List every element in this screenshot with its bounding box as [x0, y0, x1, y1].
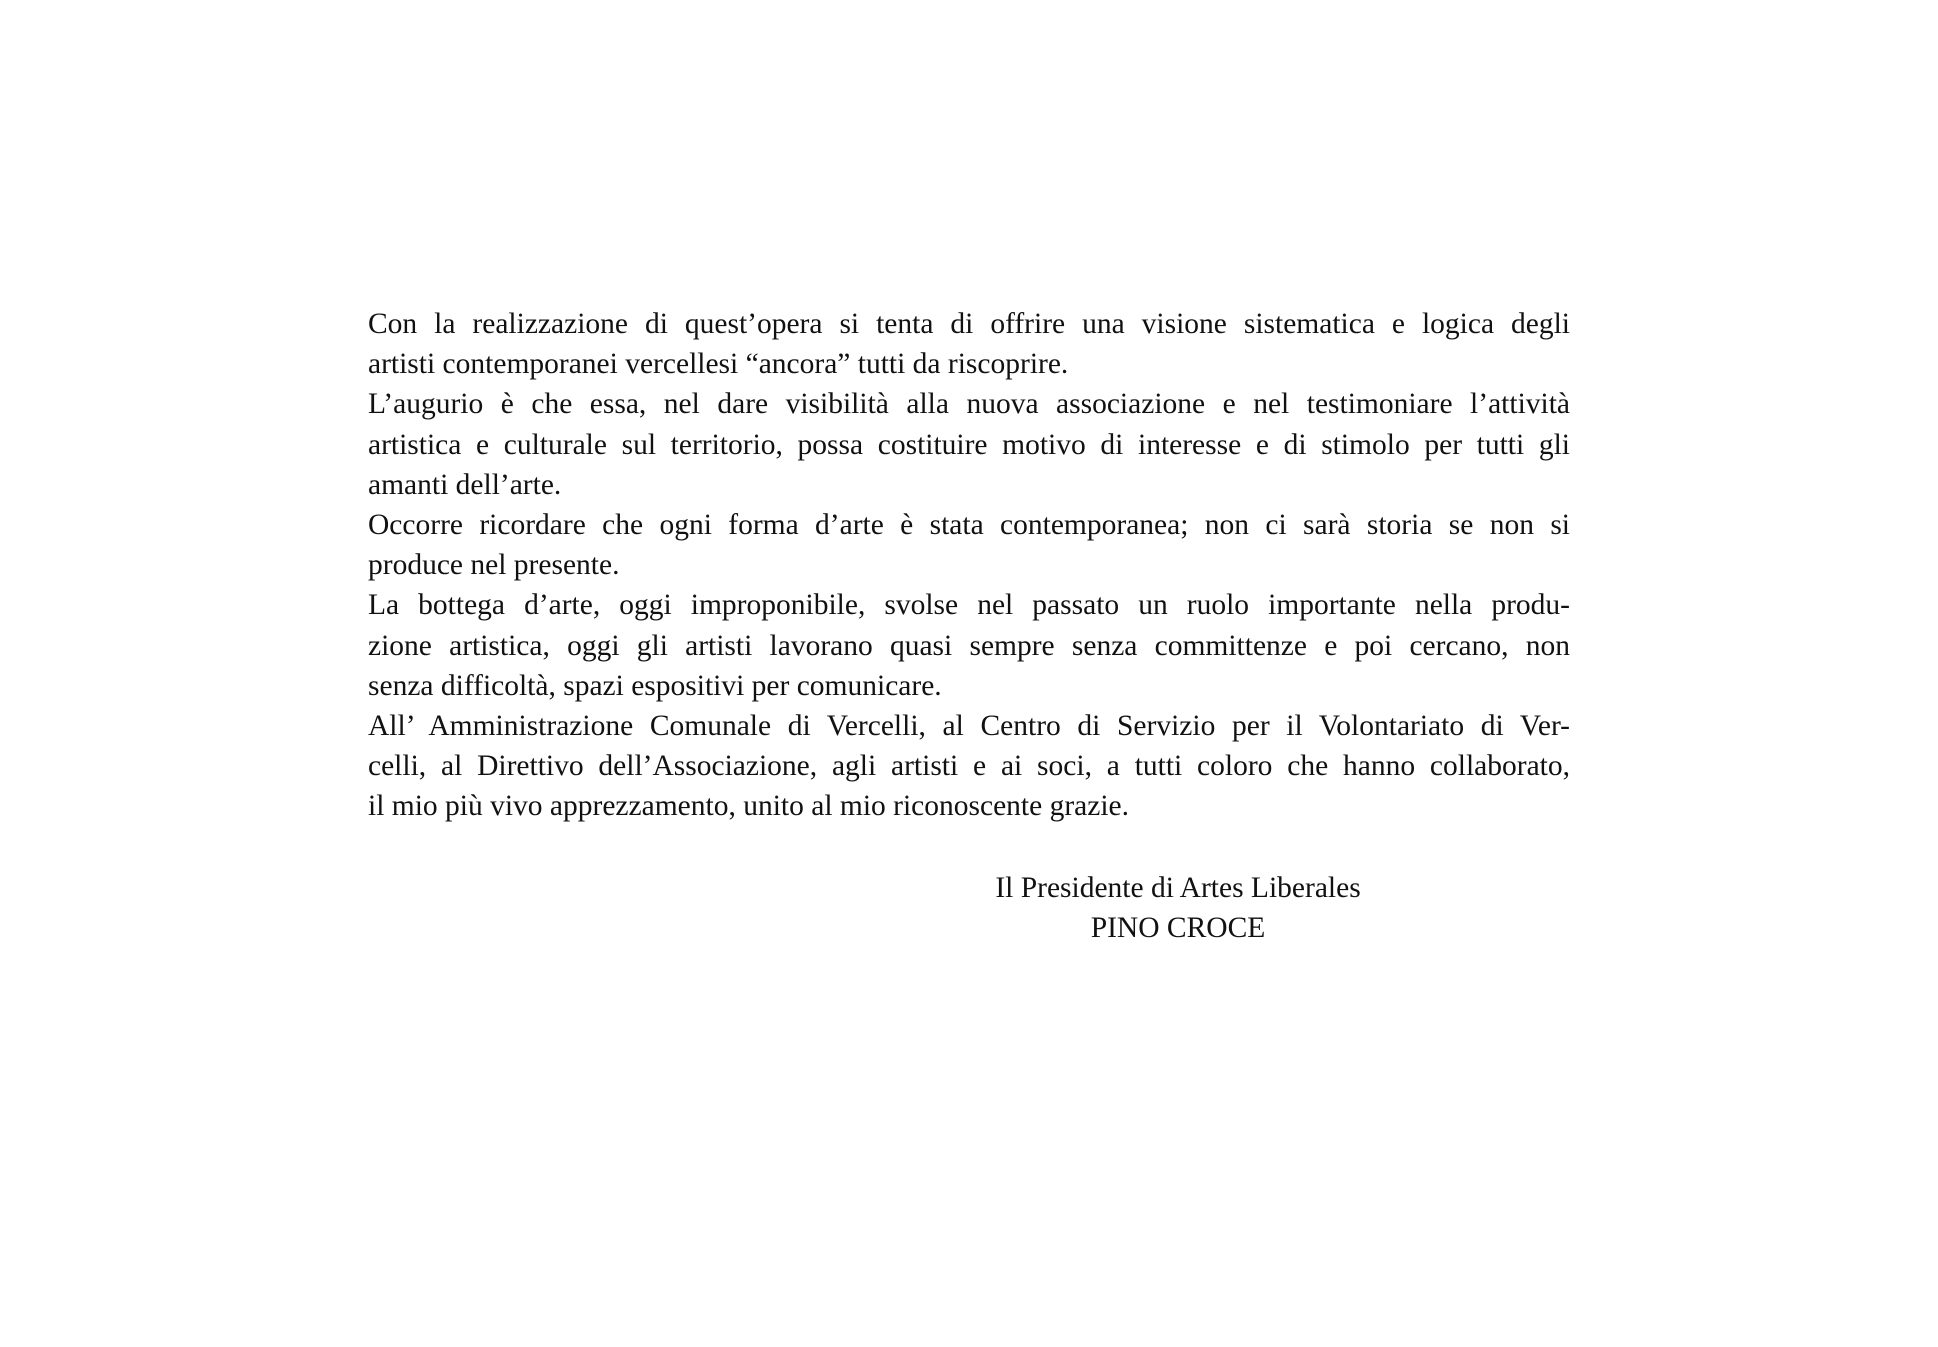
text-line: zione artistica, oggi gli artisti lavorano quasi sempre senza committenze e poi cercano, non: [368, 629, 1570, 662]
signature-title: Il Presidente di Artes Liberales: [995, 872, 1361, 904]
text-line: Con la realizzazione di quest’opera si tenta di offrire una visione sistematica e logica degli: [368, 308, 1570, 340]
text-line: produce nel presente.: [368, 549, 620, 582]
text-line: amanti dell’arte.: [368, 468, 562, 501]
text-line: celli, al Direttivo dell’Associazione, agli artisti e ai soci, a tutti coloro che hanno collaborato,: [368, 750, 1570, 783]
text-line: Occorre ricordare che ogni forma d’arte è stata contemporanea; non ci sarà storia se non si: [368, 509, 1570, 542]
text-line: artisti contemporanei vercellesi “ancora” tutti da riscoprire.: [368, 348, 1069, 381]
body-text: [368, 304, 1570, 827]
text-line: il mio più vivo apprezzamento, unito al mio riconoscente grazie.: [368, 790, 1130, 823]
text-line: L’augurio è che essa, nel dare visibilità alla nuova associazione e nel testimoniare l’attività: [368, 388, 1570, 421]
signature-block: [968, 868, 1388, 948]
text-line: artistica e culturale sul territorio, possa costituire motivo di interesse e di stimolo per tutti gli: [368, 428, 1570, 461]
signature-name: PINO CROCE: [1090, 912, 1266, 945]
text-line: La bottega d’arte, oggi improponibile, svolse nel passato un ruolo importante nella produ-: [368, 589, 1570, 622]
text-line: All’ Amministrazione Comunale di Vercelli, al Centro di Servizio per il Volontariato di Ver-: [368, 710, 1570, 743]
text-line: senza difficoltà, spazi espositivi per comunicare.: [368, 669, 942, 702]
